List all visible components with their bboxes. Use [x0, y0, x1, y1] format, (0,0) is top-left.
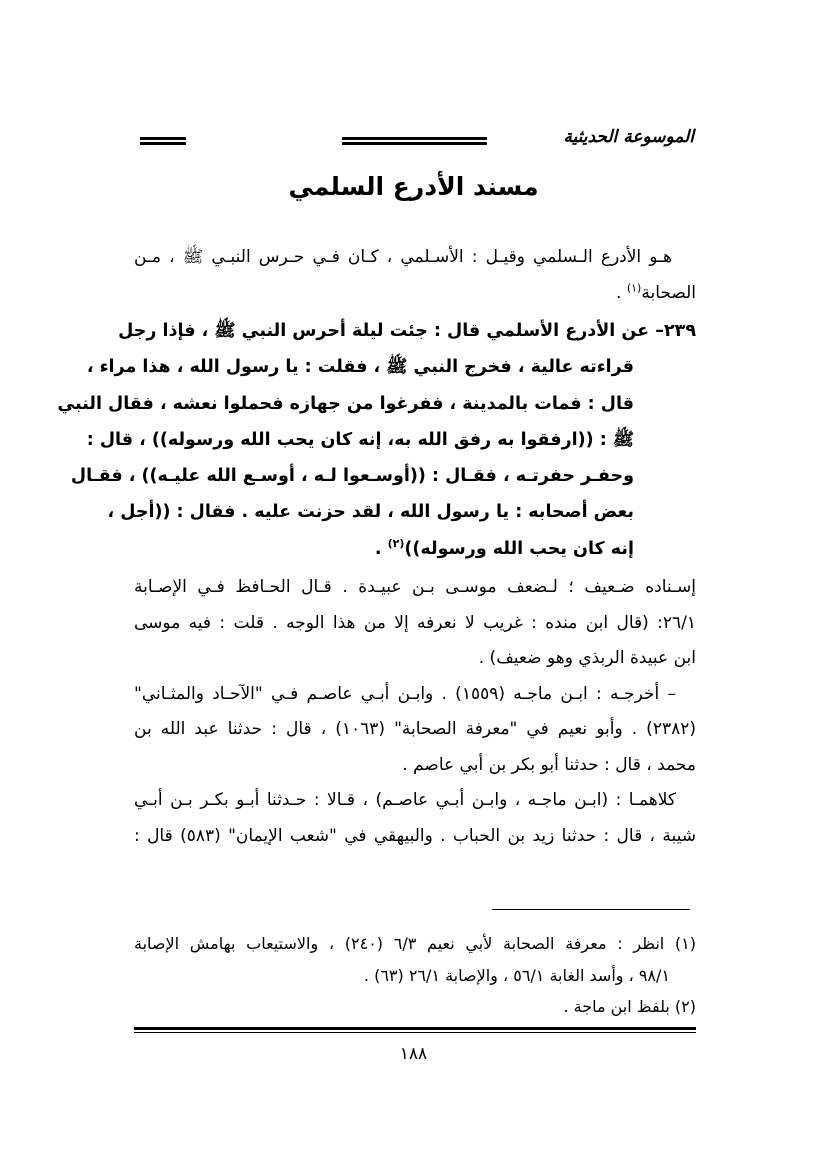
intro-text-2-end: . [616, 282, 627, 303]
footnote-1-line-2: ٩٨/١ ، وأسد الغابة ٥٦/١ ، والإصابة ٢٦/١ (٦٣) . [363, 965, 670, 985]
commentary-line: (٢٣٨٢) . وأبو نعيم في "معرفة الصحابة" (١٠٦٣) ، قال : حدثنا عبد الله بن [134, 719, 696, 739]
running-header [134, 124, 694, 154]
commentary-line: كلاهمـا : (ابـن ماجـه ، وابـن أبـي عاصـم) ، قـالا : حـدثنا أبـو بكـر بـن أبـي [134, 790, 676, 810]
footnote-ref-2[interactable]: (٢) [387, 536, 405, 550]
commentary-line: إسـناده ضـعيف ؛ لـضعف موسـى بـن عبيـدة . قـال الحـافظ فـي الإصـابة [134, 577, 696, 597]
intro-line-1: هـو الأدرع الـسلمي وقيـل : الأسـلمي ، كـان فـي حـرس النبـي ﷺ ، مـن [134, 247, 672, 267]
commentary-line: – أخرجـه : ابـن ماجـه (١٥٥٩) . وابـن أبـي عاصـم فـي "الآحـاد والمثـاني" [134, 683, 677, 704]
commentary-line: محمد ، قال : حدثنا أبو بكر بن أبي عاصم . [402, 754, 696, 775]
hadith-line: وحفـر حفرتـه ، فقـال : ((أوسـعوا لـه ، أوسـع الله عليـه)) ، فقـال [70, 466, 634, 487]
commentary [134, 570, 696, 854]
hadith-line: قال : فمات بالمدينة ، ففرغوا من جهازه فحملوا نعشه ، فقال النبي [57, 393, 634, 414]
commentary-line: ٢٦/١: (قال ابن منده : غريب لا نعرفه إلا من هذا الوجه . قلت : فيه موسى [134, 612, 696, 633]
intro-text-2: الصحابة [641, 282, 696, 303]
footnote-2: (٢) بلفظ ابن ماجة . [563, 997, 696, 1016]
hadith-last-text: إنه كان يحب الله ورسوله)) [404, 538, 634, 559]
hadith-line: ٢٣٩– عن الأدرع الأسلمي قال : جئت ليلة أحرس النبي ﷺ ، فإذا رجل [118, 321, 696, 341]
hadith-239 [57, 313, 696, 567]
running-title: الموسوعة الحديثية [563, 127, 694, 147]
intro-line-2 [134, 276, 696, 312]
commentary-line: شيبة ، قال : حدثنا زيد بن الحباب . والبيهقي في "شعب الإيمان" (٥٨٣) قال : [134, 825, 697, 846]
hadith-last-end: . [374, 538, 388, 559]
commentary-line: ابن عبيدة الربذي وهو ضعيف) . [478, 648, 696, 668]
header-rule-right [342, 137, 487, 145]
intro-paragraph [134, 240, 696, 311]
footnote-ref-1[interactable]: (١) [626, 280, 642, 294]
hadith-line: بعض أصحابه : يا رسول الله ، لقد حزنت عليه . فقال : ((أجل ، [107, 502, 634, 523]
footnote-1-line-1: (١) انظر : معرفة الصحابة لأبي نعيم ٦/٣ (٢٤٠) ، والاستيعاب بهامش الإصابة [134, 934, 697, 953]
hadith-line: ﷺ : ((ارفقوا به رفق الله به، إنه كان يحب الله ورسوله)) ، قال : [86, 429, 634, 450]
chapter-title: مسند الأدرع السلمي [288, 172, 539, 201]
page-number: ١٨٨ [399, 1044, 428, 1064]
bottom-rule [134, 1027, 696, 1033]
header-rule-left [140, 137, 186, 145]
hadith-last-line [134, 531, 696, 567]
footnotes [134, 928, 696, 1023]
hadith-line: قراءته عالية ، فخرج النبي ﷺ ، فقلت : يا رسول الله ، هذا مراء ، [86, 357, 634, 378]
footnote-separator [492, 909, 690, 910]
